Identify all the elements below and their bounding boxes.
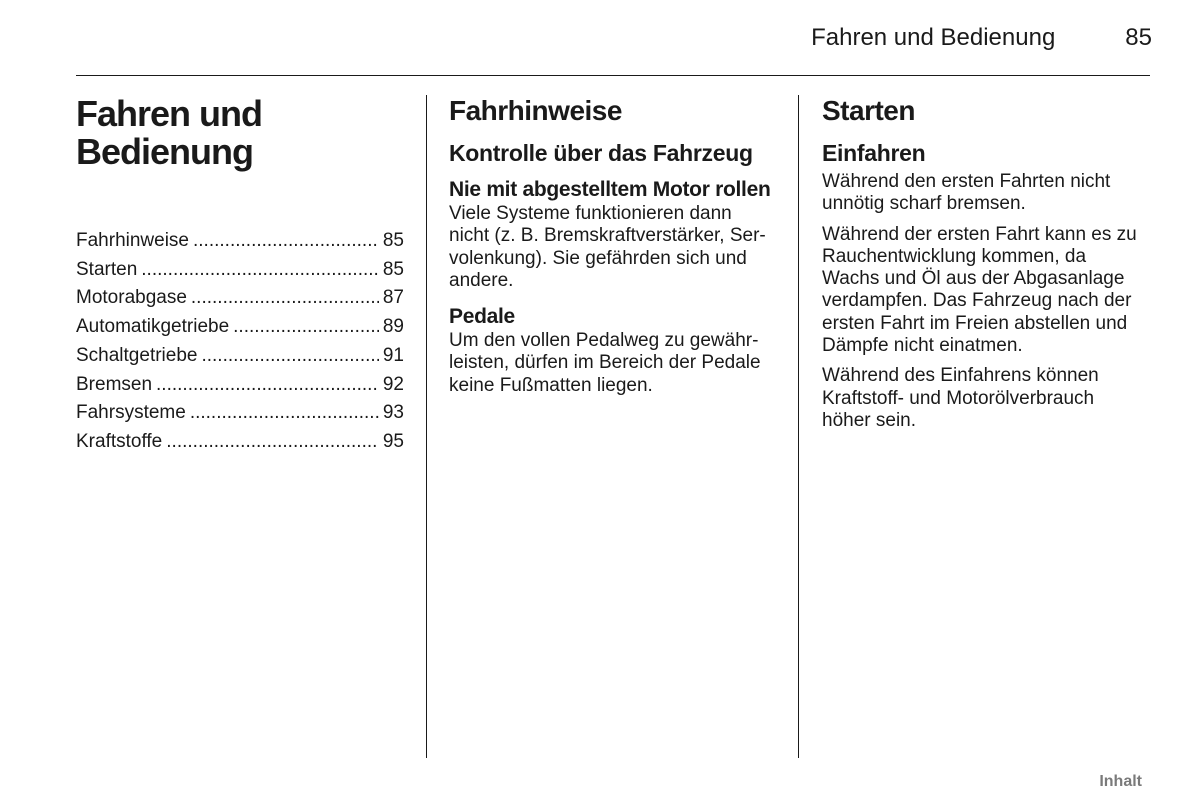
toc-label: Kraftstoffe: [76, 430, 163, 452]
toc-page-number: 85: [382, 230, 404, 251]
paragraph: Während der ersten Fahrt kann es zu Rauchentwicklung kommen, da Wachs und Öl aus der Abgasanlage verdampfen. Das Fahrzeug nach der ersten Fahrt im Freien abstellen und Dämpfe nicht einatmen.: [822, 223, 1137, 357]
toc-leader-dots: [193, 227, 379, 256]
starten-section: [822, 95, 1152, 432]
table-of-contents: [76, 227, 404, 457]
toc-entry-fahrhinweise[interactable]: [76, 227, 404, 256]
toc-entry-bremsen[interactable]: [76, 371, 404, 400]
toc-label: Motorabgase: [76, 287, 187, 309]
toc-entry-kraftstoffe[interactable]: [76, 428, 404, 457]
toc-entry-automatikgetriebe[interactable]: [76, 313, 404, 342]
toc-entry-starten[interactable]: [76, 256, 404, 285]
paragraph: Während den ersten Fahrten nicht unnötig scharf bremsen.: [822, 171, 1111, 215]
section-heading: Fahrhinweise: [449, 95, 622, 126]
paragraph: Während des Einfahrens können Kraftstoff- und Motorölverbrauch höher sein.: [822, 365, 1099, 431]
sub-heading: Einfahren: [822, 140, 926, 166]
toc-page-number: 85: [382, 258, 404, 280]
toc-label: Schaltgetriebe: [76, 344, 198, 366]
topic-heading: Nie mit abgestelltem Motor rollen: [449, 178, 771, 201]
toc-page-number: 91: [382, 344, 404, 366]
section-heading: Starten: [822, 95, 915, 126]
toc-page-number: 93: [382, 402, 404, 424]
column-divider: [798, 95, 799, 758]
topic-paragraph: Viele Systeme funktionieren dann nicht (z. B. Bremskraftverstärker, Ser- volenkung). Sie gefährden sich und andere.: [449, 203, 766, 291]
sub-heading: Kontrolle über das Fahrzeug: [449, 140, 753, 166]
toc-leader-dots: [190, 399, 379, 428]
topic-paragraph: Um den vollen Pedalweg zu gewähr- leisten, dürfen im Bereich der Pedale keine Fußmatten liegen.: [449, 330, 761, 396]
toc-label: Automatikgetriebe: [76, 316, 230, 338]
toc-label: Bremsen: [76, 373, 153, 395]
running-title: Fahren und Bedienung: [811, 24, 1056, 51]
toc-entry-fahrsysteme[interactable]: [76, 399, 404, 428]
toc-leader-dots: [191, 284, 379, 313]
fahrhinweise-section: [449, 95, 779, 397]
contents-link[interactable]: Inhalt: [1099, 773, 1142, 790]
toc-leader-dots: [233, 313, 379, 342]
toc-label: Starten: [76, 258, 138, 280]
page-number: 85: [1125, 24, 1152, 51]
toc-page-number: 92: [382, 373, 404, 395]
toc-label: Fahrhinweise: [76, 230, 189, 251]
chapter-title: [76, 95, 404, 171]
toc-leader-dots: [201, 342, 378, 371]
running-header: [811, 24, 1152, 52]
toc-entry-motorabgase[interactable]: [76, 284, 404, 313]
toc-leader-dots: [156, 371, 379, 400]
toc-entry-schaltgetriebe[interactable]: [76, 342, 404, 371]
column-divider: [426, 95, 427, 758]
topic-heading: Pedale: [449, 305, 515, 329]
chapter-title-text: Fahren und Bedienung: [76, 93, 262, 172]
toc-leader-dots: [166, 428, 379, 457]
toc-page-number: 89: [382, 316, 404, 338]
chapter-contents-column: [76, 95, 404, 457]
toc-page-number: 95: [382, 430, 404, 452]
toc-label: Fahrsysteme: [76, 402, 186, 424]
toc-leader-dots: [141, 256, 379, 285]
toc-page-number: 87: [382, 287, 404, 309]
header-rule: [76, 75, 1150, 76]
